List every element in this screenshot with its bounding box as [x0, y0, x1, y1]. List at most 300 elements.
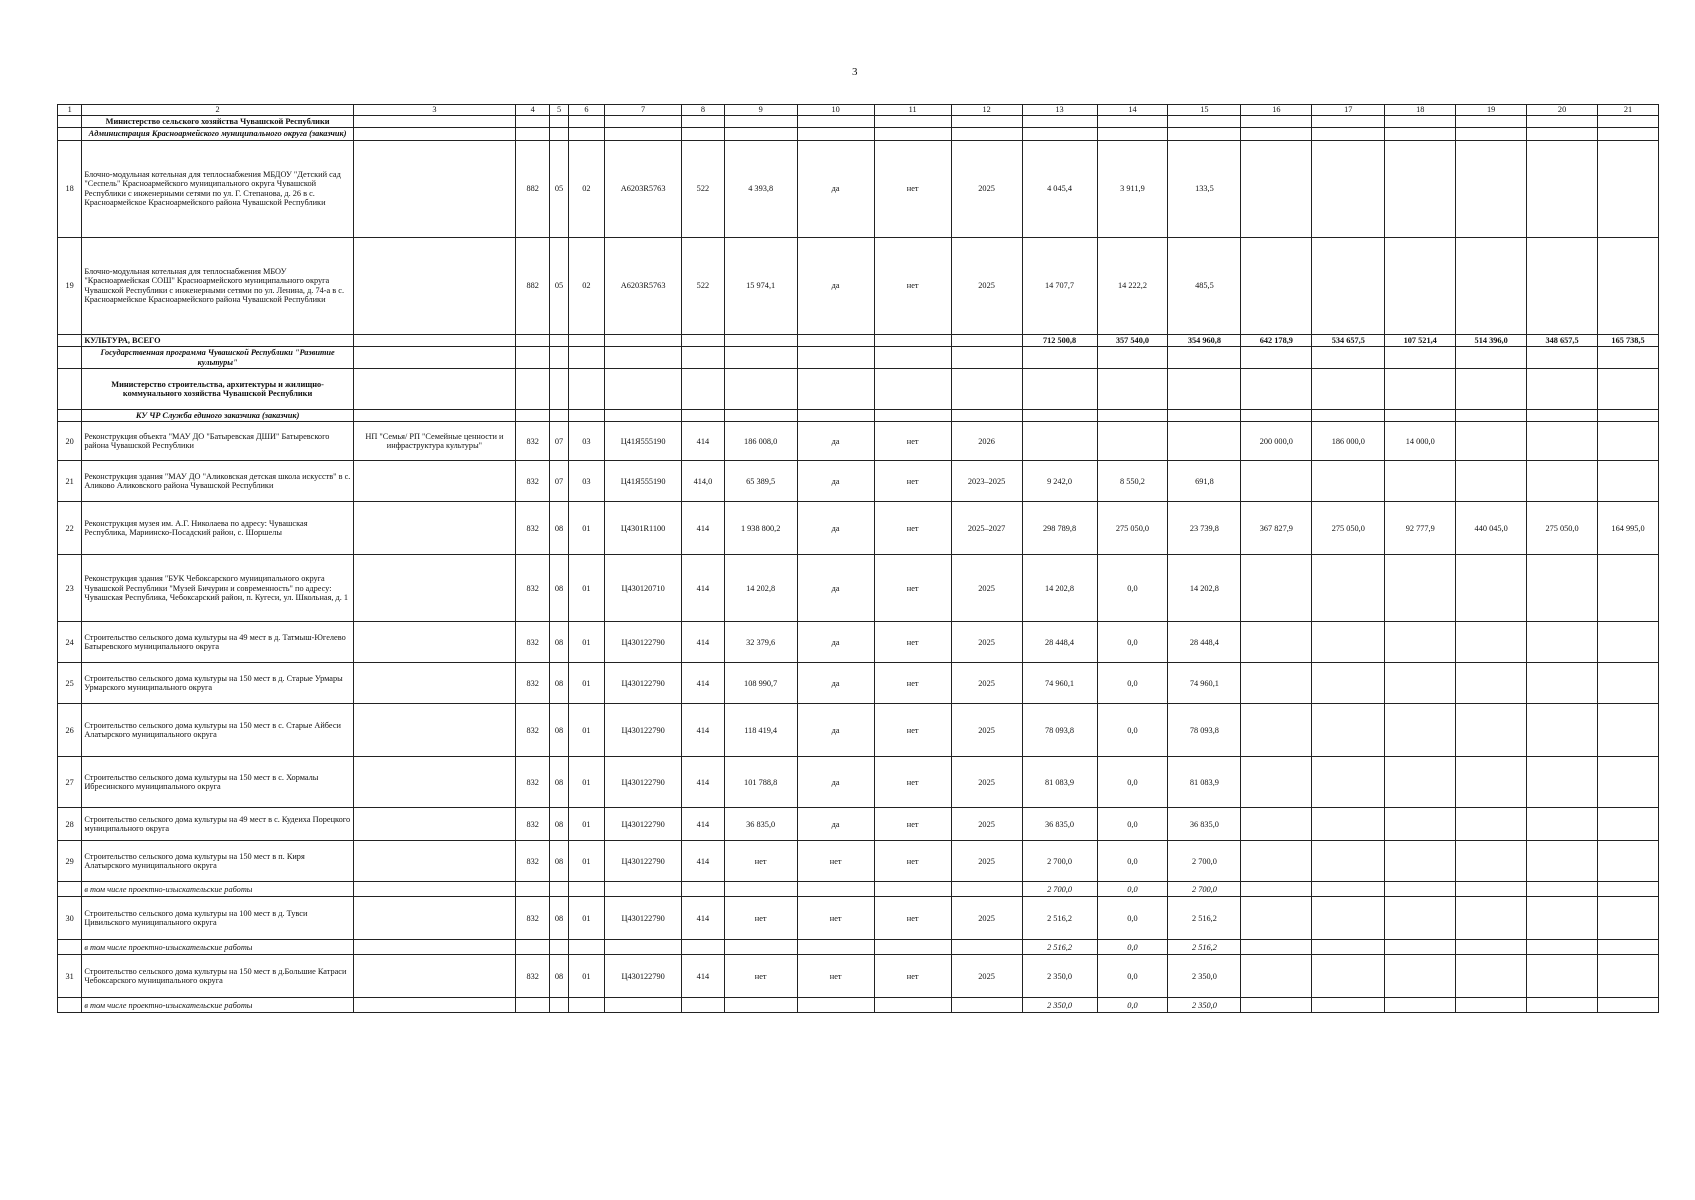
table-cell — [353, 140, 515, 237]
table-row — [58, 422, 1659, 461]
section-row — [58, 128, 1659, 140]
table-cell — [1456, 955, 1527, 998]
table-cell — [1022, 116, 1097, 128]
table-cell: 2 516,2 — [1022, 940, 1097, 955]
table-cell — [874, 882, 951, 897]
table-cell — [682, 940, 725, 955]
table-cell: 01 — [568, 663, 604, 704]
table-cell — [724, 116, 797, 128]
table-cell — [797, 940, 874, 955]
table-cell — [550, 347, 568, 369]
table-cell — [58, 882, 82, 897]
table-cell — [724, 368, 797, 409]
table-row — [58, 841, 1659, 882]
column-number: 20 — [1527, 105, 1598, 116]
column-number: 6 — [568, 105, 604, 116]
table-cell: 14 202,8 — [724, 555, 797, 622]
table-cell — [1527, 461, 1598, 502]
table-cell — [951, 347, 1022, 369]
table-cell — [1527, 808, 1598, 841]
table-cell: 01 — [568, 955, 604, 998]
table-cell: Ц41Я555190 — [605, 461, 682, 502]
column-number: 21 — [1598, 105, 1659, 116]
table-cell: 07 — [550, 461, 568, 502]
column-number: 10 — [797, 105, 874, 116]
row-title: Реконструкция объекта "МАУ ДО "Батыревская ДШИ" Батыревского района Чувашской Республики — [82, 422, 354, 461]
table-cell: 36 835,0 — [1022, 808, 1097, 841]
table-cell: 108 990,7 — [724, 663, 797, 704]
table-cell — [1385, 897, 1456, 940]
table-cell — [1312, 940, 1385, 955]
table-cell: 2 700,0 — [1168, 882, 1241, 897]
table-cell: нет — [874, 622, 951, 663]
budget-table — [57, 104, 1659, 1013]
table-cell — [1385, 998, 1456, 1013]
table-cell: 2025 — [951, 897, 1022, 940]
table-cell: 28 — [58, 808, 82, 841]
table-cell: 74 960,1 — [1022, 663, 1097, 704]
table-cell — [951, 998, 1022, 1013]
table-cell — [797, 347, 874, 369]
table-cell: 08 — [550, 757, 568, 808]
table-cell — [951, 116, 1022, 128]
column-number: 14 — [1097, 105, 1168, 116]
table-cell: 522 — [682, 237, 725, 334]
table-cell: 21 — [58, 461, 82, 502]
table-cell — [550, 334, 568, 346]
table-cell — [353, 757, 515, 808]
table-cell: 414 — [682, 897, 725, 940]
table-cell — [550, 128, 568, 140]
table-cell — [515, 128, 549, 140]
table-cell — [1241, 940, 1312, 955]
table-cell — [874, 347, 951, 369]
table-cell: 01 — [568, 808, 604, 841]
table-cell: 107 521,4 — [1385, 334, 1456, 346]
table-cell: 2 700,0 — [1022, 841, 1097, 882]
table-cell — [605, 128, 682, 140]
table-cell: 186 000,0 — [1312, 422, 1385, 461]
section-row — [58, 409, 1659, 421]
table-cell — [58, 998, 82, 1013]
table-cell: 440 045,0 — [1456, 502, 1527, 555]
table-cell: 08 — [550, 663, 568, 704]
table-cell — [1385, 368, 1456, 409]
row-title: Реконструкция музея им. А.Г. Николаева по адресу: Чувашская Республика, Мариинско-Посадский район, с. Шоршелы — [82, 502, 354, 555]
table-cell — [550, 368, 568, 409]
table-cell — [1456, 347, 1527, 369]
table-cell — [1598, 704, 1659, 757]
table-cell: 92 777,9 — [1385, 502, 1456, 555]
table-cell — [1456, 461, 1527, 502]
subtotal-row — [58, 998, 1659, 1013]
table-cell — [1312, 622, 1385, 663]
table-cell: 642 178,9 — [1241, 334, 1312, 346]
table-cell: 485,5 — [1168, 237, 1241, 334]
table-cell — [568, 409, 604, 421]
table-cell: 28 448,4 — [1022, 622, 1097, 663]
table-cell: 832 — [515, 955, 549, 998]
table-cell: 23 739,8 — [1168, 502, 1241, 555]
table-cell: 357 540,0 — [1097, 334, 1168, 346]
table-cell — [1598, 808, 1659, 841]
table-cell: 14 202,8 — [1168, 555, 1241, 622]
table-cell — [1527, 555, 1598, 622]
table-cell — [1022, 422, 1097, 461]
table-cell: 32 379,6 — [724, 622, 797, 663]
table-cell: 165 738,5 — [1598, 334, 1659, 346]
table-cell — [1312, 882, 1385, 897]
table-cell: 14 222,2 — [1097, 237, 1168, 334]
table-cell — [1241, 128, 1312, 140]
table-cell: 0,0 — [1097, 808, 1168, 841]
row-title: Государственная программа Чувашской Республики "Развитие культуры" — [82, 347, 354, 369]
table-cell: 2 350,0 — [1022, 998, 1097, 1013]
column-number: 12 — [951, 105, 1022, 116]
table-cell — [550, 409, 568, 421]
column-number: 15 — [1168, 105, 1241, 116]
table-cell: 2025 — [951, 622, 1022, 663]
table-cell — [1312, 704, 1385, 757]
table-cell — [1456, 882, 1527, 897]
table-cell — [1385, 116, 1456, 128]
table-cell: 882 — [515, 140, 549, 237]
column-number: 11 — [874, 105, 951, 116]
table-cell — [605, 409, 682, 421]
table-cell: нет — [797, 897, 874, 940]
table-cell: 164 995,0 — [1598, 502, 1659, 555]
table-cell — [1241, 841, 1312, 882]
table-cell — [797, 409, 874, 421]
table-cell — [353, 334, 515, 346]
table-cell — [1241, 461, 1312, 502]
row-title: Строительство сельского дома культуры на 150 мест в д.Большие Катраси Чебоксарского муниципального округа — [82, 955, 354, 998]
table-cell: 14 000,0 — [1385, 422, 1456, 461]
table-cell: 0,0 — [1097, 955, 1168, 998]
table-cell — [682, 368, 725, 409]
table-cell: 0,0 — [1097, 897, 1168, 940]
table-cell — [1598, 347, 1659, 369]
table-cell: 36 835,0 — [724, 808, 797, 841]
table-cell: 01 — [568, 622, 604, 663]
table-cell: 1 938 800,2 — [724, 502, 797, 555]
table-cell: 28 448,4 — [1168, 622, 1241, 663]
table-cell — [1598, 955, 1659, 998]
table-cell — [1385, 940, 1456, 955]
table-cell — [353, 128, 515, 140]
table-cell: 200 000,0 — [1241, 422, 1312, 461]
table-cell — [1241, 998, 1312, 1013]
table-cell — [1385, 955, 1456, 998]
table-cell — [605, 347, 682, 369]
table-cell — [568, 128, 604, 140]
row-title: Строительство сельского дома культуры на 150 мест в п. Киря Алатырского муниципального округа — [82, 841, 354, 882]
table-cell — [58, 116, 82, 128]
table-cell: 26 — [58, 704, 82, 757]
table-cell: 275 050,0 — [1312, 502, 1385, 555]
table-cell: 81 083,9 — [1168, 757, 1241, 808]
table-cell: 414 — [682, 422, 725, 461]
table-cell: 414 — [682, 502, 725, 555]
table-cell — [1312, 140, 1385, 237]
table-cell — [1456, 128, 1527, 140]
row-title: Министерство строительства, архитектуры и жилищно-коммунального хозяйства Чувашской Республики — [82, 368, 354, 409]
table-cell — [353, 368, 515, 409]
table-cell: А6203R5763 — [605, 237, 682, 334]
table-cell — [58, 128, 82, 140]
table-cell: 101 788,8 — [724, 757, 797, 808]
table-cell — [1312, 347, 1385, 369]
table-cell: 2025 — [951, 808, 1022, 841]
table-cell: 2025 — [951, 555, 1022, 622]
table-cell — [1456, 116, 1527, 128]
table-cell: Ц430120710 — [605, 555, 682, 622]
table-cell — [1527, 422, 1598, 461]
table-cell: 2025–2027 — [951, 502, 1022, 555]
table-cell — [353, 347, 515, 369]
table-cell: 78 093,8 — [1168, 704, 1241, 757]
row-title: КУ ЧР Служба единого заказчика (заказчик) — [82, 409, 354, 421]
table-cell: Ц430122790 — [605, 663, 682, 704]
table-cell — [1312, 955, 1385, 998]
table-cell: 2025 — [951, 955, 1022, 998]
table-cell: да — [797, 663, 874, 704]
table-cell: 2026 — [951, 422, 1022, 461]
table-cell — [1598, 882, 1659, 897]
table-cell: 81 083,9 — [1022, 757, 1097, 808]
table-cell: 0,0 — [1097, 555, 1168, 622]
table-cell — [1527, 882, 1598, 897]
table-cell: 08 — [550, 841, 568, 882]
table-cell — [797, 116, 874, 128]
table-cell — [1527, 663, 1598, 704]
table-cell — [724, 998, 797, 1013]
table-row — [58, 663, 1659, 704]
table-cell — [605, 940, 682, 955]
table-cell — [1241, 368, 1312, 409]
table-cell: 0,0 — [1097, 882, 1168, 897]
table-cell — [874, 998, 951, 1013]
table-cell: нет — [724, 897, 797, 940]
table-cell — [1097, 128, 1168, 140]
table-cell: Ц430122790 — [605, 757, 682, 808]
table-cell: 30 — [58, 897, 82, 940]
table-cell — [1456, 140, 1527, 237]
table-cell — [1598, 897, 1659, 940]
table-cell: 2025 — [951, 663, 1022, 704]
table-cell — [874, 409, 951, 421]
table-cell — [797, 334, 874, 346]
table-cell — [1527, 955, 1598, 998]
table-cell — [1022, 409, 1097, 421]
table-cell — [353, 555, 515, 622]
table-cell: 24 — [58, 622, 82, 663]
table-cell: 08 — [550, 622, 568, 663]
table-cell — [682, 347, 725, 369]
table-cell — [682, 116, 725, 128]
table-cell: нет — [874, 757, 951, 808]
column-number: 19 — [1456, 105, 1527, 116]
table-cell — [1598, 128, 1659, 140]
table-cell — [1312, 998, 1385, 1013]
table-cell: 414,0 — [682, 461, 725, 502]
table-cell — [1598, 140, 1659, 237]
table-cell: 832 — [515, 704, 549, 757]
table-cell — [874, 334, 951, 346]
table-cell: 01 — [568, 841, 604, 882]
table-cell: 2 700,0 — [1022, 882, 1097, 897]
table-cell: 298 789,8 — [1022, 502, 1097, 555]
table-cell: 9 242,0 — [1022, 461, 1097, 502]
table-cell — [797, 998, 874, 1013]
table-cell — [797, 882, 874, 897]
column-number: 13 — [1022, 105, 1097, 116]
table-cell: 08 — [550, 897, 568, 940]
table-cell: 2 350,0 — [1168, 955, 1241, 998]
table-cell: 2025 — [951, 140, 1022, 237]
table-cell — [1527, 140, 1598, 237]
table-cell — [1527, 940, 1598, 955]
table-cell: 18 — [58, 140, 82, 237]
table-row — [58, 704, 1659, 757]
table-cell — [58, 347, 82, 369]
page-number: 3 — [852, 66, 858, 78]
table-cell — [353, 237, 515, 334]
table-cell — [550, 998, 568, 1013]
table-row — [58, 757, 1659, 808]
table-cell — [1456, 368, 1527, 409]
table-cell — [1598, 116, 1659, 128]
table-cell: 36 835,0 — [1168, 808, 1241, 841]
table-cell: 01 — [568, 555, 604, 622]
table-cell: Ц430122790 — [605, 841, 682, 882]
table-cell: 0,0 — [1097, 998, 1168, 1013]
table-cell — [1527, 897, 1598, 940]
column-number-row — [58, 105, 1659, 116]
table-cell: 2025 — [951, 237, 1022, 334]
table-cell — [682, 334, 725, 346]
table-cell: 27 — [58, 757, 82, 808]
table-cell: Ц430122790 — [605, 897, 682, 940]
table-cell — [1385, 808, 1456, 841]
table-cell — [682, 409, 725, 421]
table-cell: 0,0 — [1097, 940, 1168, 955]
table-cell — [1456, 897, 1527, 940]
table-cell — [1598, 940, 1659, 955]
table-cell — [1527, 368, 1598, 409]
table-cell — [1241, 622, 1312, 663]
table-cell — [353, 704, 515, 757]
table-cell — [568, 334, 604, 346]
table-cell — [1168, 128, 1241, 140]
column-number: 5 — [550, 105, 568, 116]
table-cell — [682, 128, 725, 140]
table-cell — [724, 882, 797, 897]
table-cell — [1168, 409, 1241, 421]
subtotal-row — [58, 940, 1659, 955]
column-number: 8 — [682, 105, 725, 116]
table-cell — [1456, 808, 1527, 841]
table-cell — [353, 841, 515, 882]
row-title: в том числе проектно-изыскательские работы — [82, 998, 354, 1013]
table-cell — [1168, 347, 1241, 369]
row-title: Реконструкция здания "БУК Чебоксарского муниципального округа Чувашской Республики "Музей Бичурин и современность" по адресу: Чувашская Республика, Чебоксарский район, п. Кугеси, ул. Школьная, д. 1 — [82, 555, 354, 622]
table-cell — [1312, 368, 1385, 409]
table-cell — [874, 116, 951, 128]
table-cell: 712 500,8 — [1022, 334, 1097, 346]
table-cell — [1385, 555, 1456, 622]
table-cell — [1598, 368, 1659, 409]
table-cell: да — [797, 237, 874, 334]
table-cell — [1241, 704, 1312, 757]
column-number: 2 — [82, 105, 354, 116]
table-cell: да — [797, 757, 874, 808]
table-cell: да — [797, 502, 874, 555]
section-row — [58, 347, 1659, 369]
table-cell: 01 — [568, 704, 604, 757]
table-cell — [1168, 422, 1241, 461]
table-cell: 08 — [550, 555, 568, 622]
table-cell — [1456, 998, 1527, 1013]
table-cell: 832 — [515, 808, 549, 841]
table-cell: 414 — [682, 757, 725, 808]
table-cell — [1385, 704, 1456, 757]
table-cell — [1527, 237, 1598, 334]
table-cell — [1456, 237, 1527, 334]
table-cell — [1022, 368, 1097, 409]
table-cell — [1385, 841, 1456, 882]
table-cell — [550, 882, 568, 897]
table-cell — [1097, 409, 1168, 421]
table-cell — [605, 998, 682, 1013]
table-cell: 832 — [515, 897, 549, 940]
table-cell — [58, 940, 82, 955]
table-cell — [951, 409, 1022, 421]
table-cell: 01 — [568, 502, 604, 555]
column-number: 17 — [1312, 105, 1385, 116]
table-cell — [353, 882, 515, 897]
table-cell: 414 — [682, 663, 725, 704]
table-cell: 07 — [550, 422, 568, 461]
table-cell: 08 — [550, 955, 568, 998]
table-cell — [1598, 237, 1659, 334]
table-cell — [1097, 347, 1168, 369]
table-cell — [1527, 116, 1598, 128]
table-cell: нет — [874, 897, 951, 940]
table-cell: 20 — [58, 422, 82, 461]
table-cell: нет — [724, 841, 797, 882]
table-cell — [550, 940, 568, 955]
table-cell — [1385, 128, 1456, 140]
table-cell — [1241, 347, 1312, 369]
table-cell — [1456, 841, 1527, 882]
table-cell: 31 — [58, 955, 82, 998]
table-cell — [515, 116, 549, 128]
table-cell — [58, 334, 82, 346]
table-cell — [1385, 347, 1456, 369]
table-cell — [1312, 897, 1385, 940]
table-cell — [58, 409, 82, 421]
table-cell: 01 — [568, 757, 604, 808]
table-cell: 0,0 — [1097, 704, 1168, 757]
table-cell — [1241, 757, 1312, 808]
table-cell — [353, 409, 515, 421]
table-row — [58, 502, 1659, 555]
table-cell — [1241, 116, 1312, 128]
table-cell — [724, 409, 797, 421]
table-cell — [682, 882, 725, 897]
table-cell: нет — [874, 555, 951, 622]
